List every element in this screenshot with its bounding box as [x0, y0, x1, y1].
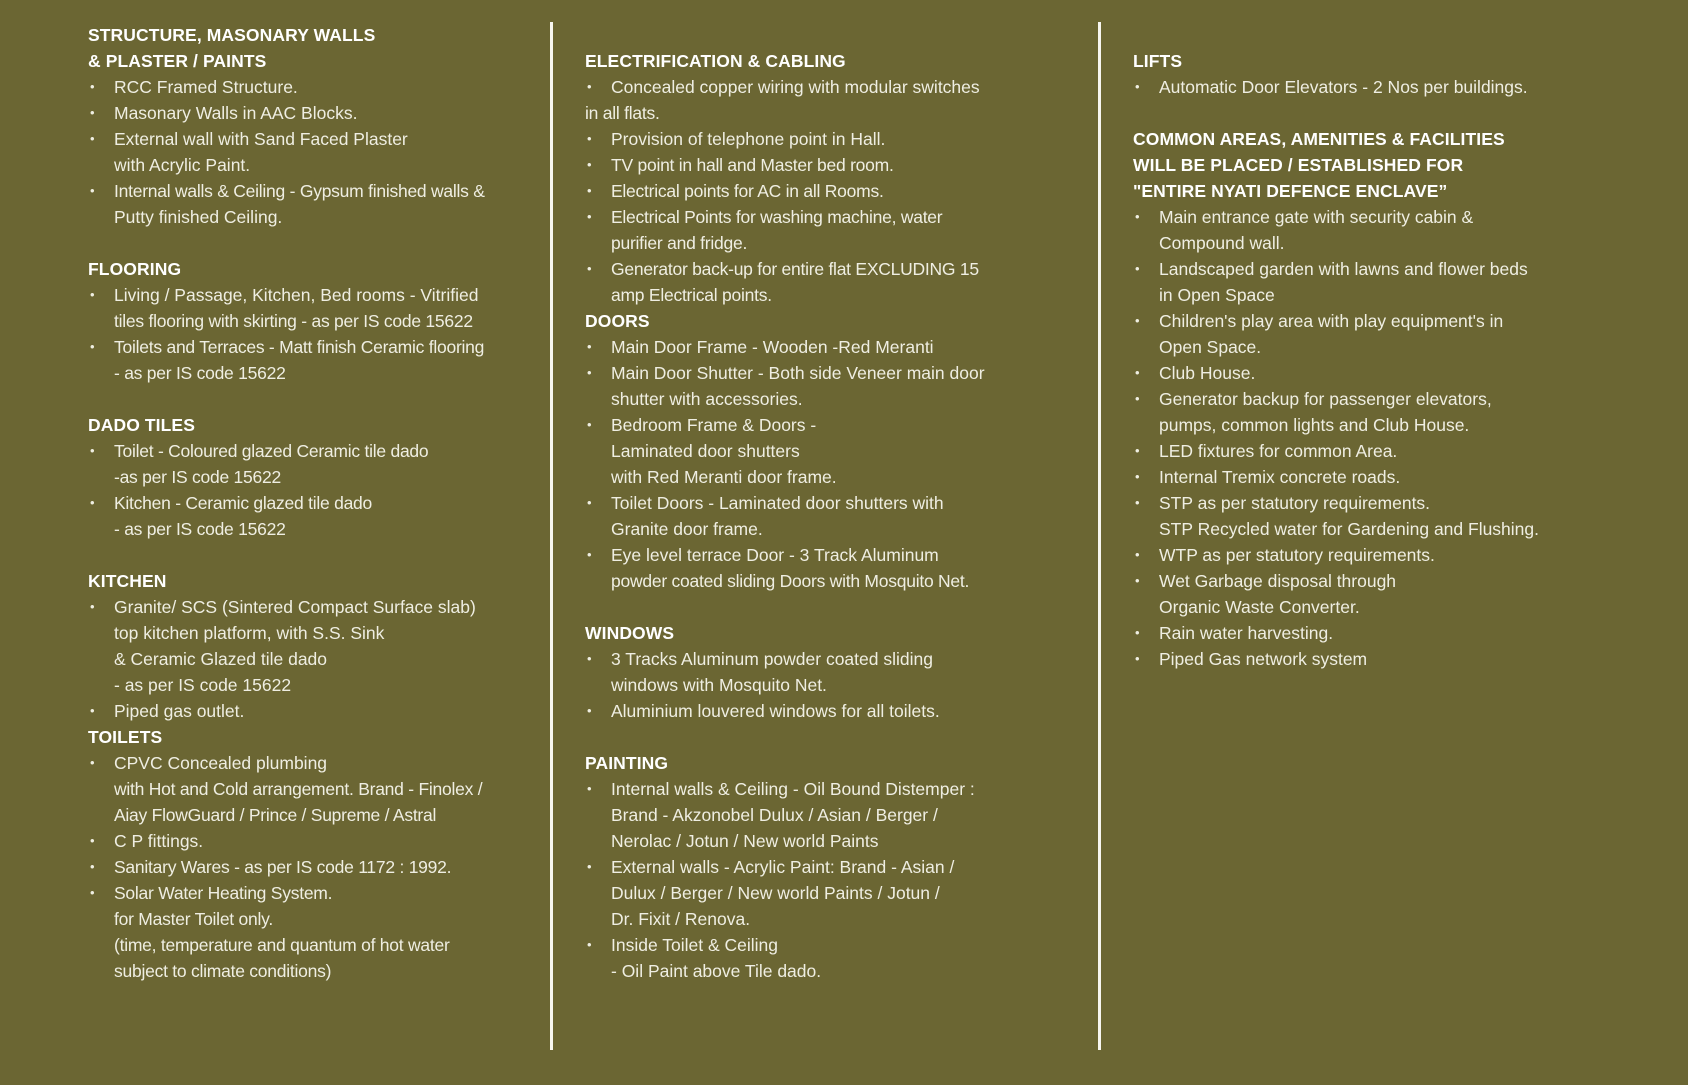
- list-item: [1133, 308, 1668, 360]
- list-line: • Internal walls & Ceiling - Gypsum finished walls &: [114, 181, 485, 201]
- list-item: [88, 282, 510, 334]
- list-item: [1133, 646, 1668, 672]
- list-item: [88, 74, 510, 100]
- section-heading-flooring: FLOORING: [88, 259, 182, 279]
- section-heading-common-areas-line2: WILL BE PLACED / ESTABLISHED FOR: [1133, 155, 1464, 175]
- list-line: windows with Mosquito Net.: [611, 675, 827, 695]
- list-item: [88, 698, 510, 724]
- list-item: [585, 776, 1074, 854]
- list-item: [1133, 386, 1668, 438]
- list-item: [88, 490, 510, 542]
- list-item: [88, 880, 510, 984]
- section-list-dado-tiles: [88, 438, 510, 542]
- section-list-doors: [585, 334, 1074, 594]
- list-item: [1133, 360, 1668, 386]
- list-line: - as per IS code 15622: [114, 519, 286, 539]
- list-item: [585, 334, 1074, 360]
- list-item: [585, 178, 1074, 204]
- list-item: [585, 646, 1074, 698]
- list-line: • Piped gas outlet.: [114, 701, 245, 721]
- list-item: [1133, 620, 1668, 646]
- list-line: Aiay FlowGuard / Prince / Supreme / Astral: [114, 805, 437, 825]
- list-line: • CPVC Concealed plumbing: [114, 753, 328, 773]
- list-line: • 3 Tracks Aluminum powder coated sliding: [611, 649, 933, 669]
- list-line: • C P fittings.: [114, 831, 204, 851]
- list-item: [1133, 438, 1668, 464]
- list-item: [88, 828, 510, 854]
- list-line: • Landscaped garden with lawns and flower beds: [1159, 259, 1528, 279]
- list-line: • Main entrance gate with security cabin &: [1159, 207, 1474, 227]
- section-heading-toilets: TOILETS: [88, 727, 163, 747]
- list-item: [1133, 490, 1668, 542]
- section-heading-common-areas: COMMON AREAS, AMENITIES & FACILITIES: [1133, 129, 1505, 149]
- section-list-flooring: [88, 282, 510, 386]
- list-line: • Generator backup for passenger elevators,: [1159, 389, 1492, 409]
- list-item: [1133, 542, 1668, 568]
- list-line: subject to climate conditions): [114, 961, 332, 981]
- list-line: purifier and fridge.: [611, 233, 748, 253]
- list-line: • Electrical points for AC in all Rooms.: [611, 181, 884, 201]
- list-line: • Aluminium louvered windows for all toilets.: [611, 701, 940, 721]
- list-item: [585, 490, 1074, 542]
- list-item: [88, 178, 510, 230]
- list-line: • Bedroom Frame & Doors -: [611, 415, 817, 435]
- list-line: • Kitchen - Ceramic glazed tile dado: [114, 493, 373, 513]
- list-line: pumps, common lights and Club House.: [1159, 415, 1470, 435]
- list-line: • Internal Tremix concrete roads.: [1159, 467, 1401, 487]
- list-item: [585, 698, 1074, 724]
- list-item: [585, 542, 1074, 594]
- list-item: [88, 854, 510, 880]
- list-line: • Toilets and Terraces - Matt finish Ceramic flooring: [114, 337, 485, 357]
- list-line: Dulux / Berger / New world Paints / Jotun /: [611, 883, 940, 903]
- list-line: with Red Meranti door frame.: [611, 467, 837, 487]
- list-line: • Generator back-up for entire flat EXCLUDING 15: [611, 259, 979, 279]
- section-heading-windows: WINDOWS: [585, 623, 675, 643]
- list-item: [585, 152, 1074, 178]
- column-3: [1098, 0, 1688, 672]
- list-line: • Living / Passage, Kitchen, Bed rooms - Vitrified: [114, 285, 479, 305]
- list-line: -as per IS code 15622: [114, 467, 281, 487]
- list-line: • RCC Framed Structure.: [114, 77, 298, 97]
- column-2: [550, 0, 1098, 984]
- section-heading-doors: DOORS: [585, 311, 650, 331]
- section-heading-painting: PAINTING: [585, 753, 669, 773]
- list-line: • Internal walls & Ceiling - Oil Bound Distemper :: [611, 779, 975, 799]
- section-heading-lifts: LIFTS: [1133, 51, 1183, 71]
- list-line: • Rain water harvesting.: [1159, 623, 1334, 643]
- list-line: • External wall with Sand Faced Plaster: [114, 129, 408, 149]
- list-item: [1133, 256, 1668, 308]
- list-line: in all flats.: [585, 103, 660, 123]
- list-line: - Oil Paint above Tile dado.: [611, 961, 822, 981]
- list-item: [585, 932, 1074, 984]
- list-line: Organic Waste Converter.: [1159, 597, 1360, 617]
- list-item: [88, 100, 510, 126]
- section-list-painting: [585, 776, 1074, 984]
- list-line: & Ceramic Glazed tile dado: [114, 649, 328, 669]
- section-list-lifts: [1133, 74, 1668, 100]
- list-line: • Main Door Frame - Wooden -Red Meranti: [611, 337, 934, 357]
- list-item: [88, 126, 510, 178]
- list-line: with Acrylic Paint.: [114, 155, 251, 175]
- list-line: • TV point in hall and Master bed room.: [611, 155, 894, 175]
- section-list-toilets: [88, 750, 510, 984]
- list-item: [1133, 204, 1668, 256]
- section-list-windows: [585, 646, 1074, 724]
- column-1: [0, 0, 550, 984]
- section-list-electrification: [585, 74, 1074, 308]
- list-line: • Toilet Doors - Laminated door shutters with: [611, 493, 944, 513]
- list-item: [1133, 568, 1668, 620]
- list-line: Dr. Fixit / Renova.: [611, 909, 751, 929]
- list-line: with Hot and Cold arrangement. Brand - Finolex /: [114, 779, 483, 799]
- list-line: • Children's play area with play equipment's in: [1159, 311, 1504, 331]
- list-line: • WTP as per statutory requirements.: [1159, 545, 1435, 565]
- list-line: STP Recycled water for Gardening and Flushing.: [1159, 519, 1540, 539]
- section-heading-structure: STRUCTURE, MASONARY WALLS: [88, 25, 376, 45]
- section-list-structure: [88, 74, 510, 230]
- list-line: • Sanitary Wares - as per IS code 1172 : 1992.: [114, 857, 452, 877]
- list-line: • Club House.: [1159, 363, 1256, 383]
- list-line: • Toilet - Coloured glazed Ceramic tile dado: [114, 441, 429, 461]
- list-item: [88, 750, 510, 828]
- list-line: • Granite/ SCS (Sintered Compact Surface slab): [114, 597, 476, 617]
- list-item: [1133, 74, 1668, 100]
- section-list-common-areas: [1133, 204, 1668, 672]
- list-line: amp Electrical points.: [611, 285, 772, 305]
- list-line: Laminated door shutters: [611, 441, 800, 461]
- list-item: [585, 74, 1074, 126]
- list-line: • Electrical Points for washing machine, water: [611, 207, 943, 227]
- section-heading-structure-line2: & PLASTER / PAINTS: [88, 51, 267, 71]
- list-line: powder coated sliding Doors with Mosquito Net.: [611, 571, 970, 591]
- list-item: [88, 334, 510, 386]
- section-heading-dado-tiles: DADO TILES: [88, 415, 195, 435]
- list-line: (time, temperature and quantum of hot water: [114, 935, 450, 955]
- list-line: shutter with accessories.: [611, 389, 803, 409]
- list-item: [585, 204, 1074, 256]
- section-heading-kitchen: KITCHEN: [88, 571, 167, 591]
- list-line: tiles flooring with skirting - as per IS code 15622: [114, 311, 473, 331]
- list-item: [585, 412, 1074, 490]
- list-line: - as per IS code 15622: [114, 363, 286, 383]
- list-line: • Inside Toilet & Ceiling: [611, 935, 778, 955]
- list-line: • Solar Water Heating System.: [114, 883, 333, 903]
- list-item: [585, 360, 1074, 412]
- list-line: • Concealed copper wiring with modular switches: [611, 77, 980, 97]
- list-line: • STP as per statutory requirements.: [1159, 493, 1431, 513]
- list-line: • LED fixtures for common Area.: [1159, 441, 1398, 461]
- list-line: Open Space.: [1159, 337, 1262, 357]
- section-heading-electrification: ELECTRIFICATION & CABLING: [585, 51, 846, 71]
- list-line: • Eye level terrace Door - 3 Track Aluminum: [611, 545, 939, 565]
- section-list-kitchen: [88, 594, 510, 724]
- list-line: in Open Space: [1159, 285, 1275, 305]
- list-line: Brand - Akzonobel Dulux / Asian / Berger /: [611, 805, 938, 825]
- list-line: • Masonary Walls in AAC Blocks.: [114, 103, 358, 123]
- list-item: [585, 854, 1074, 932]
- list-item: [585, 256, 1074, 308]
- list-line: • External walls - Acrylic Paint: Brand - Asian /: [611, 857, 955, 877]
- list-line: Compound wall.: [1159, 233, 1285, 253]
- list-line: • Piped Gas network system: [1159, 649, 1368, 669]
- list-line: • Automatic Door Elevators - 2 Nos per buildings.: [1159, 77, 1528, 97]
- list-line: for Master Toilet only.: [114, 909, 273, 929]
- section-heading-common-areas-line3: "ENTIRE NYATI DEFENCE ENCLAVE”: [1133, 181, 1448, 201]
- list-line: • Wet Garbage disposal through: [1159, 571, 1397, 591]
- list-item: [88, 594, 510, 698]
- list-line: top kitchen platform, with S.S. Sink: [114, 623, 385, 643]
- list-line: Nerolac / Jotun / New world Paints: [611, 831, 879, 851]
- list-line: Putty finished Ceiling.: [114, 207, 283, 227]
- list-item: [585, 126, 1074, 152]
- list-line: - as per IS code 15622: [114, 675, 292, 695]
- list-item: [1133, 464, 1668, 490]
- list-line: Granite door frame.: [611, 519, 763, 539]
- list-line: • Main Door Shutter - Both side Veneer main door: [611, 363, 985, 383]
- list-line: • Provision of telephone point in Hall.: [611, 129, 886, 149]
- list-item: [88, 438, 510, 490]
